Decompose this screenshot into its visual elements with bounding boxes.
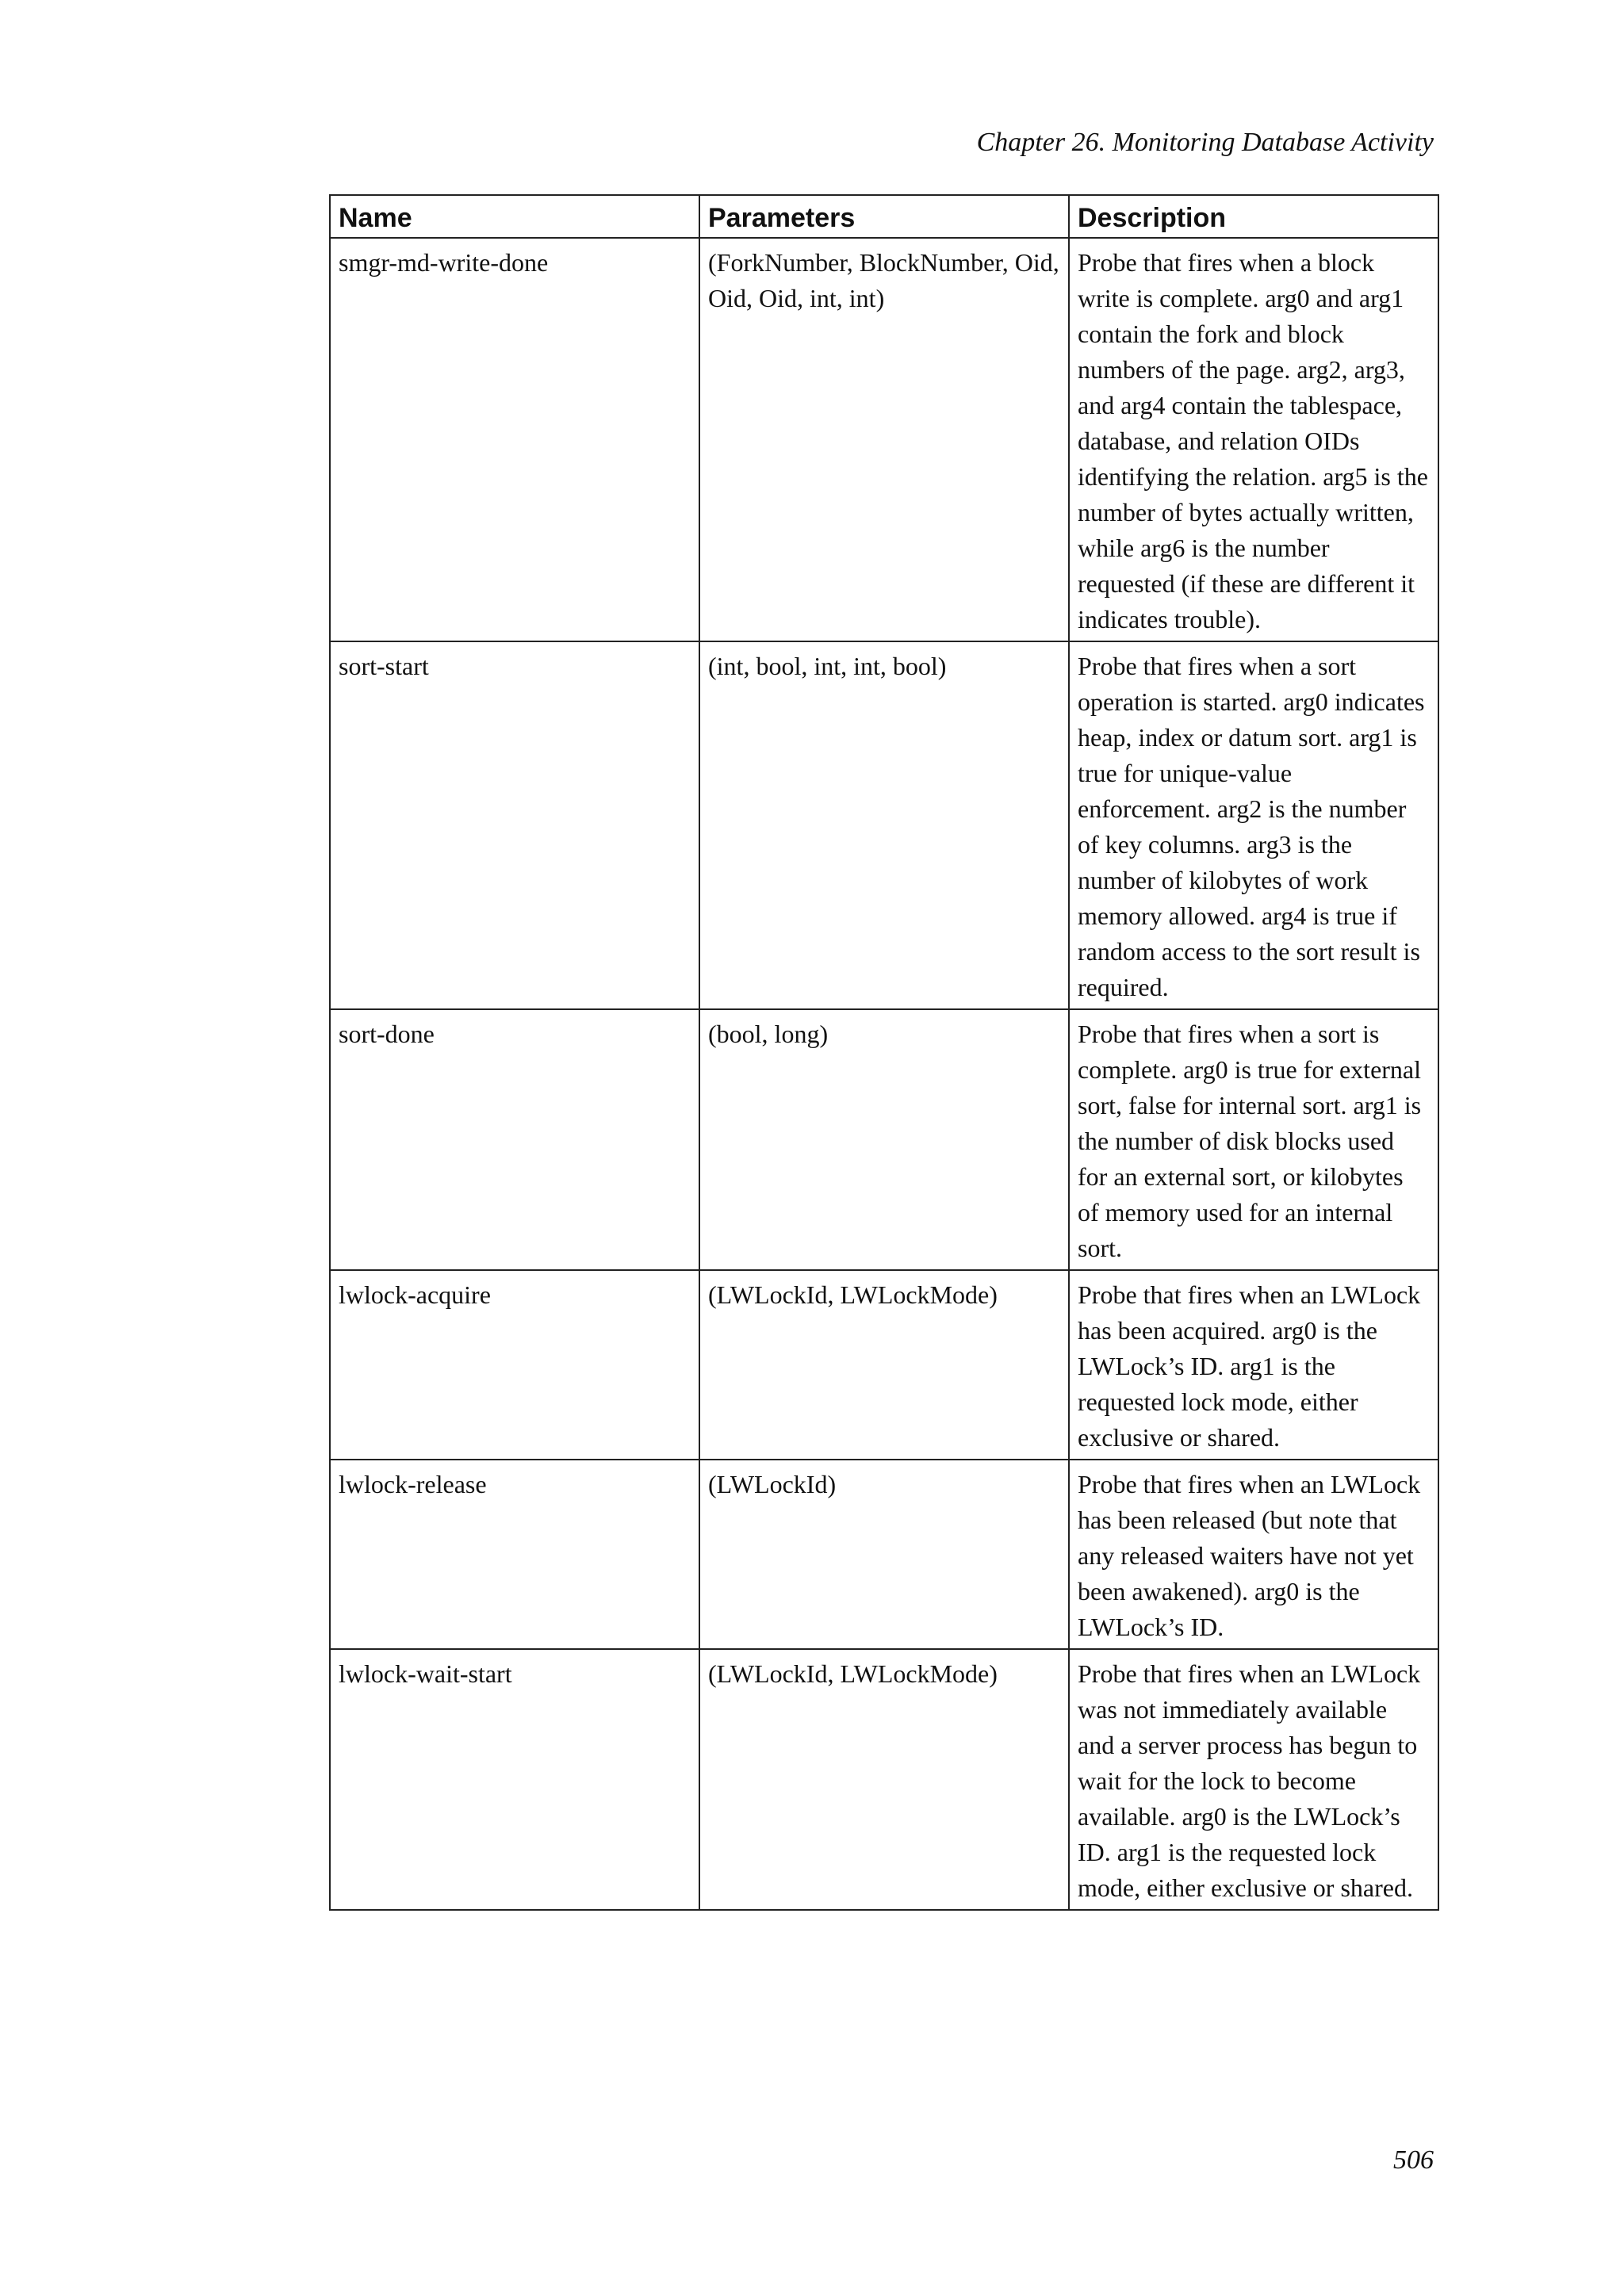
probe-name-cell: lwlock-release xyxy=(330,1460,699,1649)
probe-description-cell: Probe that fires when a sort is complete. arg0 is true for external sort, false for internal sort. arg1 is the number of disk blocks used for an external sort, or kilobytes of memory used for an internal sort. xyxy=(1069,1009,1438,1270)
probe-params-cell: (LWLockId) xyxy=(699,1460,1069,1649)
table-row xyxy=(330,1270,1438,1460)
table-row xyxy=(330,1009,1438,1270)
probe-name-cell: smgr-md-write-done xyxy=(330,238,699,641)
probe-table xyxy=(329,194,1439,1911)
column-header-parameters: Parameters xyxy=(699,195,1069,238)
column-header-name: Name xyxy=(330,195,699,238)
probe-description-cell: Probe that fires when a block write is complete. arg0 and arg1 contain the fork and block numbers of the page. arg2, arg3, and arg4 contain the tablespace, database, and relation OIDs identifying the relation. arg5 is the number of bytes actually written, while arg6 is the number requested (if these are different it indicates trouble). xyxy=(1069,238,1438,641)
probe-description-cell: Probe that fires when an LWLock has been acquired. arg0 is the LWLock’s ID. arg1 is the requested lock mode, either exclusive or shared. xyxy=(1069,1270,1438,1460)
probe-params-cell: (ForkNumber, BlockNumber, Oid, Oid, Oid, int, int) xyxy=(699,238,1069,641)
probe-name-cell: lwlock-wait-start xyxy=(330,1649,699,1910)
probe-name-cell: lwlock-acquire xyxy=(330,1270,699,1460)
table-header-row xyxy=(330,195,1438,238)
probe-params-cell: (int, bool, int, int, bool) xyxy=(699,641,1069,1009)
column-header-description: Description xyxy=(1069,195,1438,238)
table-row xyxy=(330,1460,1438,1649)
probe-description-cell: Probe that fires when a sort operation is started. arg0 indicates heap, index or datum sort. arg1 is true for unique-value enforcement. arg2 is the number of key columns. arg3 is the number of kilobytes of work memory allowed. arg4 is true if random access to the sort result is required. xyxy=(1069,641,1438,1009)
page-number: 506 xyxy=(1393,2145,1434,2175)
probe-params-cell: (LWLockId, LWLockMode) xyxy=(699,1649,1069,1910)
table-row xyxy=(330,1649,1438,1910)
probe-description-cell: Probe that fires when an LWLock has been released (but note that any released waiters have not yet been awakened). arg0 is the LWLock’s ID. xyxy=(1069,1460,1438,1649)
probe-name-cell: sort-done xyxy=(330,1009,699,1270)
probe-params-cell: (LWLockId, LWLockMode) xyxy=(699,1270,1069,1460)
probe-name-cell: sort-start xyxy=(330,641,699,1009)
probe-description-cell: Probe that fires when an LWLock was not immediately available and a server process has begun to wait for the lock to become available. arg0 is the LWLock’s ID. arg1 is the requested lock mode, either exclusive or shared. xyxy=(1069,1649,1438,1910)
probe-params-cell: (bool, long) xyxy=(699,1009,1069,1270)
table-row xyxy=(330,238,1438,641)
running-header: Chapter 26. Monitoring Database Activity xyxy=(976,128,1434,157)
table-row xyxy=(330,641,1438,1009)
